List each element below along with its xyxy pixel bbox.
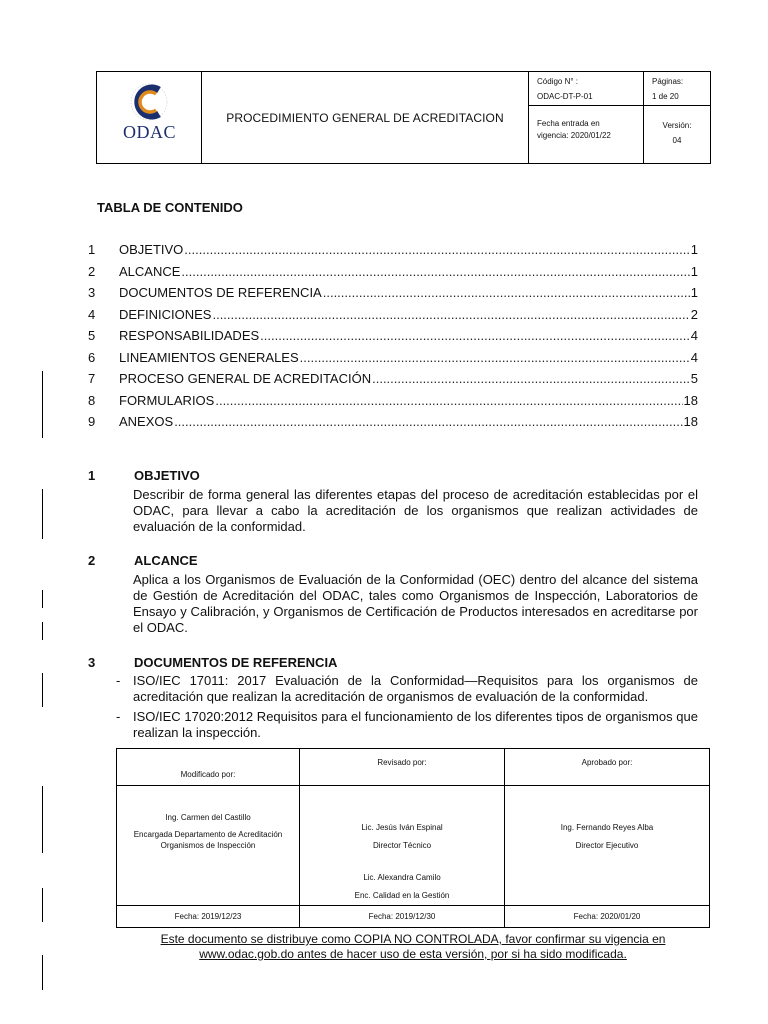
change-bar <box>42 673 43 707</box>
section-3-bullets <box>116 673 698 745</box>
change-bar <box>42 590 43 608</box>
toc-leader-dots <box>184 242 689 257</box>
logo-cell <box>97 72 202 163</box>
toc-item[interactable] <box>88 328 698 350</box>
toc-leader-dots <box>212 307 689 322</box>
section-2-text: Aplica a los Organismos de Evaluación de la Conformidad (OEC) dentro del alcance del sistema de Gestión de Acreditación del ODAC, tales como Organismos de Inspección, Laboratorios de Ensayo y Calibración, y Organismos de Certificación de Productos interesados en acreditarse por el ODAC. <box>133 572 698 635</box>
toc-item-number: 4 <box>88 306 96 322</box>
version-label: Versión: <box>662 121 692 130</box>
modificado-role: Encargada Departamento de Acreditación Organismos de Inspección <box>133 830 283 850</box>
toc-item-label: DEFINICIONES <box>119 306 212 322</box>
toc-item[interactable] <box>88 264 698 286</box>
toc-item-page: 5 <box>690 371 698 386</box>
footer-line-1: Este documento se distribuye como COPIA NO CONTROLADA, favor confirmar su vigencia en <box>160 932 666 946</box>
toc-item-number: 8 <box>88 392 96 408</box>
aprobado-name: Ing. Fernando Reyes Alba <box>560 823 654 832</box>
fecha-label: Fecha entrada en <box>537 119 600 128</box>
list-item: - ISO/IEC 17011: 2017 Evaluación de la Conformidad—Requisitos para los organismos de acreditación que realizan la acreditación de organismos de evaluación de la conformidad. <box>116 673 698 704</box>
change-bar <box>42 371 43 438</box>
toc-item-number: 3 <box>88 285 96 300</box>
revisado-header: Revisado por: <box>300 749 505 786</box>
toc-leader-dots <box>323 285 690 300</box>
fecha-cell <box>529 106 644 163</box>
change-bar <box>42 786 43 853</box>
section-1-number: 1 <box>88 468 96 483</box>
toc-item[interactable] <box>88 371 698 393</box>
code-value: ODAC-DT-P-01 <box>537 92 593 101</box>
toc-item-page: 4 <box>690 349 698 365</box>
code-label: Código N° : <box>537 77 578 86</box>
toc-item-number: 1 <box>88 242 96 257</box>
footer-line-2[interactable]: www.odac.gob.do antes de hacer uso de esta versión, por si ha sido modificada. <box>199 947 627 961</box>
reference-2: ISO/IEC 17020:2012 Requisitos para el funcionamiento de los diferentes tipos de organismos que realizan la inspección. <box>133 709 698 740</box>
pages-value: 1 de 20 <box>652 92 679 101</box>
toc-leader-dots <box>260 328 690 343</box>
toc-leader-dots <box>300 350 690 365</box>
toc-item-page: 4 <box>690 328 698 343</box>
change-bar <box>42 489 43 539</box>
toc-item-number: 9 <box>88 414 96 429</box>
toc-item-label: LINEAMIENTOS GENERALES <box>119 349 299 365</box>
document-title: PROCEDIMIENTO GENERAL DE ACREDITACION <box>202 72 529 163</box>
toc-item-label: FORMULARIOS <box>119 392 215 408</box>
approval-table <box>116 748 710 928</box>
toc-leader-dots <box>181 264 689 279</box>
reference-1: ISO/IEC 17011: 2017 Evaluación de la Conformidad—Requisitos para los organismos de acreditación que realizan la acreditación de organismos de evaluación de la conformidad. <box>133 673 698 704</box>
toc-item-page: 18 <box>683 414 698 429</box>
logo-text: ODAC <box>122 122 176 142</box>
aprobado-role: Director Ejecutivo <box>575 841 639 850</box>
toc-item-page: 18 <box>683 392 698 408</box>
toc-item-label: RESPONSABILIDADES <box>119 328 260 343</box>
aprobado-cell <box>505 786 710 906</box>
toc-item[interactable] <box>88 285 698 307</box>
toc-item[interactable] <box>88 393 698 415</box>
pages-label: Páginas: <box>652 77 684 86</box>
toc-item[interactable] <box>88 414 698 436</box>
change-bar <box>42 888 43 922</box>
version-cell <box>644 106 710 163</box>
change-bar <box>42 622 43 640</box>
revisado-name-2: Lic. Alexandra Camilo <box>363 873 441 882</box>
table-of-contents <box>88 242 698 436</box>
toc-leader-dots <box>372 371 690 386</box>
toc-item[interactable] <box>88 307 698 329</box>
section-2-number: 2 <box>88 553 96 568</box>
toc-item-number: 7 <box>88 371 96 386</box>
toc-item-label: PROCESO GENERAL DE ACREDITACIÓN <box>119 371 372 386</box>
modificado-name: Ing. Carmen del Castillo <box>165 813 251 822</box>
toc-item-label: ANEXOS <box>119 414 174 429</box>
toc-item-label: OBJETIVO <box>119 242 184 257</box>
aprobado-header: Aprobado por: <box>505 749 710 786</box>
distribution-notice <box>116 932 710 962</box>
toc-item-page: 2 <box>690 306 698 322</box>
section-3-title: DOCUMENTOS DE REFERENCIA <box>134 655 338 670</box>
section-1-title: OBJETIVO <box>134 468 200 483</box>
toc-item-page: 1 <box>690 263 698 279</box>
toc-item[interactable] <box>88 350 698 372</box>
toc-item-label: ALCANCE <box>119 263 181 279</box>
toc-leader-dots <box>215 393 682 408</box>
revisado-date: Fecha: 2019/12/30 <box>300 906 505 928</box>
fecha-value: vigencia: 2020/01/22 <box>537 131 611 140</box>
pages-cell <box>644 72 710 106</box>
code-cell <box>529 72 644 106</box>
change-bar <box>42 955 43 990</box>
section-1-text: Describir de forma general las diferentes etapas del proceso de acreditación establecidas por el ODAC, para llevar a cabo la acreditación de los organismos que realizan actividades de evaluación de la conformidad. <box>133 487 698 534</box>
modificado-cell <box>117 786 300 906</box>
toc-item-number: 5 <box>88 328 96 343</box>
toc-title: TABLA DE CONTENIDO <box>97 200 243 215</box>
revisado-role-2: Enc. Calidad en la Gestión <box>354 891 450 900</box>
toc-item-number: 2 <box>88 263 96 279</box>
toc-item-page: 1 <box>690 285 698 300</box>
revisado-role-1: Director Técnico <box>372 841 432 850</box>
toc-leader-dots <box>174 414 682 429</box>
modificado-date: Fecha: 2019/12/23 <box>117 906 300 928</box>
version-value: 04 <box>672 136 682 145</box>
aprobado-date: Fecha: 2020/01/20 <box>505 906 710 928</box>
toc-item-page: 1 <box>690 242 698 257</box>
toc-item-number: 6 <box>88 349 96 365</box>
list-item: - ISO/IEC 17020:2012 Requisitos para el funcionamiento de los diferentes tipos de organismos que realizan la inspección. <box>116 709 698 740</box>
toc-item-label: DOCUMENTOS DE REFERENCIA <box>119 285 322 300</box>
odac-logo-icon <box>97 76 202 126</box>
revisado-cell <box>300 786 505 906</box>
modificado-header: Modificado por: <box>117 749 300 786</box>
document-header <box>96 71 711 164</box>
section-2-title: ALCANCE <box>134 553 198 568</box>
toc-item[interactable] <box>88 242 698 264</box>
section-3-number: 3 <box>88 655 96 670</box>
revisado-name-1: Lic. Jesús Iván Espinal <box>361 823 443 832</box>
